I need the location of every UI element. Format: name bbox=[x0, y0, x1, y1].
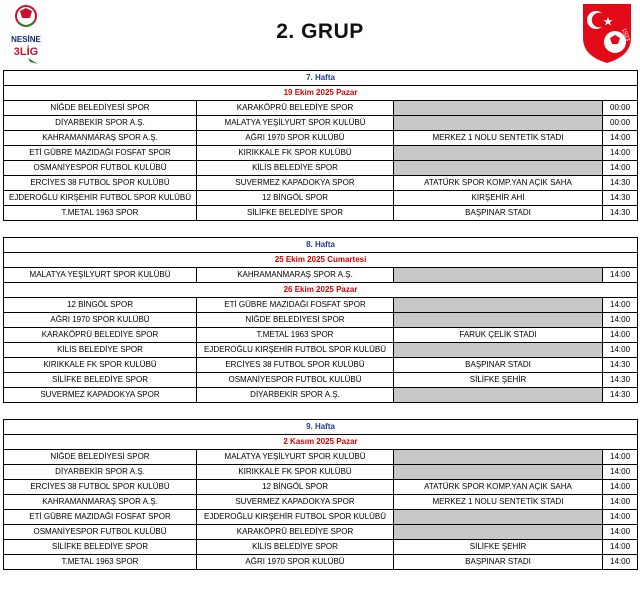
away-team: KİLİS BELEDİYE SPOR bbox=[197, 161, 394, 176]
venue bbox=[394, 465, 603, 480]
venue: SİLİFKE ŞEHİR bbox=[394, 373, 603, 388]
home-team: NİĞDE BELEDİYESİ SPOR bbox=[4, 101, 197, 116]
kickoff-time: 14:00 bbox=[603, 465, 638, 480]
kickoff-time: 00:00 bbox=[603, 116, 638, 131]
match-row bbox=[4, 206, 638, 221]
venue bbox=[394, 161, 603, 176]
venue bbox=[394, 510, 603, 525]
match-date: 25 Ekim 2025 Cumartesi bbox=[4, 253, 638, 268]
venue: ATATÜRK SPOR KOMP.YAN AÇIK SAHA bbox=[394, 176, 603, 191]
kickoff-time: 14:00 bbox=[603, 495, 638, 510]
away-team: KARAKÖPRÜ BELEDİYE SPOR bbox=[197, 525, 394, 540]
logo-left-top-text: NESİNE bbox=[11, 35, 41, 44]
home-team: SUVERMEZ KAPADOKYA SPOR bbox=[4, 388, 197, 403]
match-row bbox=[4, 555, 638, 570]
venue bbox=[394, 101, 603, 116]
away-team: T.METAL 1963 SPOR bbox=[197, 328, 394, 343]
match-date: 2 Kasım 2025 Pazar bbox=[4, 435, 638, 450]
match-date: 26 Ekim 2025 Pazar bbox=[4, 283, 638, 298]
away-team: 12 BİNGÖL SPOR bbox=[197, 191, 394, 206]
match-row bbox=[4, 373, 638, 388]
home-team: DİYARBEKİR SPOR A.Ş. bbox=[4, 465, 197, 480]
away-team: ETİ GÜBRE MAZIDAĞI FOSFAT SPOR bbox=[197, 298, 394, 313]
home-team: MALATYA YEŞİLYURT SPOR KULÜBÜ bbox=[4, 268, 197, 283]
home-team: AĞRI 1970 SPOR KULÜBÜ bbox=[4, 313, 197, 328]
week-spacer bbox=[0, 403, 640, 419]
home-team: ETİ GÜBRE MAZIDAĞI FOSFAT SPOR bbox=[4, 510, 197, 525]
kickoff-time: 14:30 bbox=[603, 358, 638, 373]
home-team: DİYARBEKİR SPOR A.Ş. bbox=[4, 116, 197, 131]
kickoff-time: 14:00 bbox=[603, 298, 638, 313]
week-label: 9. Hafta bbox=[4, 420, 638, 435]
kickoff-time: 14:00 bbox=[603, 540, 638, 555]
page-header bbox=[0, 0, 640, 70]
week-label: 8. Hafta bbox=[4, 238, 638, 253]
away-team: SUVERMEZ KAPADOKYA SPOR bbox=[197, 176, 394, 191]
home-team: KİLİS BELEDİYE SPOR bbox=[4, 343, 197, 358]
away-team: KAHRAMANMARAŞ SPOR A.Ş. bbox=[197, 268, 394, 283]
kickoff-time: 14:30 bbox=[603, 373, 638, 388]
away-team: AĞRI 1970 SPOR KULÜBÜ bbox=[197, 131, 394, 146]
away-team: EJDEROĞLU KIRŞEHİR FUTBOL SPOR KULÜBÜ bbox=[197, 343, 394, 358]
tff-logo bbox=[580, 2, 634, 64]
home-team: OSMANİYESPOR FUTBOL KULÜBÜ bbox=[4, 525, 197, 540]
kickoff-time: 00:00 bbox=[603, 101, 638, 116]
match-row bbox=[4, 328, 638, 343]
venue bbox=[394, 268, 603, 283]
match-row bbox=[4, 298, 638, 313]
away-team: AĞRI 1970 SPOR KULÜBÜ bbox=[197, 555, 394, 570]
kickoff-time: 14:00 bbox=[603, 525, 638, 540]
home-team: SİLİFKE BELEDİYE SPOR bbox=[4, 373, 197, 388]
kickoff-time: 14:00 bbox=[603, 161, 638, 176]
venue bbox=[394, 525, 603, 540]
kickoff-time: 14:00 bbox=[603, 131, 638, 146]
home-team: SİLİFKE BELEDİYE SPOR bbox=[4, 540, 197, 555]
page-title: 2. GRUP bbox=[276, 20, 364, 43]
away-team: NİĞDE BELEDİYESİ SPOR bbox=[197, 313, 394, 328]
home-team: EJDEROĞLU KIRŞEHİR FUTBOL SPOR KULÜBÜ bbox=[4, 191, 197, 206]
away-team: KIRIKKALE FK SPOR KULÜBÜ bbox=[197, 465, 394, 480]
logo-left-bottom-text: 3LİG bbox=[13, 46, 39, 58]
match-row bbox=[4, 495, 638, 510]
away-team: MALATYA YEŞİLYURT SPOR KULÜBÜ bbox=[197, 450, 394, 465]
week-label: 7. Hafta bbox=[4, 71, 638, 86]
match-row bbox=[4, 358, 638, 373]
venue bbox=[394, 116, 603, 131]
kickoff-time: 14:30 bbox=[603, 191, 638, 206]
away-team: SUVERMEZ KAPADOKYA SPOR bbox=[197, 495, 394, 510]
venue bbox=[394, 450, 603, 465]
match-row bbox=[4, 480, 638, 495]
home-team: OSMANİYESPOR FUTBOL KULÜBÜ bbox=[4, 161, 197, 176]
home-team: ETİ GÜBRE MAZIDAĞI FOSFAT SPOR bbox=[4, 146, 197, 161]
away-team: 12 BİNGÖL SPOR bbox=[197, 480, 394, 495]
tff-logo-year: 1923 bbox=[620, 27, 631, 43]
week-block bbox=[3, 419, 637, 570]
venue: ATATÜRK SPOR KOMP.YAN AÇIK SAHA bbox=[394, 480, 603, 495]
kickoff-time: 14:00 bbox=[603, 480, 638, 495]
home-team: KAHRAMANMARAŞ SPOR A.Ş. bbox=[4, 131, 197, 146]
match-row bbox=[4, 101, 638, 116]
home-team: KARAKÖPRÜ BELEDİYE SPOR bbox=[4, 328, 197, 343]
venue bbox=[394, 388, 603, 403]
fixture-table bbox=[3, 419, 638, 570]
match-row bbox=[4, 161, 638, 176]
venue bbox=[394, 146, 603, 161]
away-team: OSMANİYESPOR FUTBOL KULÜBÜ bbox=[197, 373, 394, 388]
away-team: DİYARBEKİR SPOR A.Ş. bbox=[197, 388, 394, 403]
home-team: T.METAL 1963 SPOR bbox=[4, 555, 197, 570]
away-team: KİLİS BELEDİYE SPOR bbox=[197, 540, 394, 555]
match-row bbox=[4, 146, 638, 161]
venue: SİLİFKE ŞEHİR bbox=[394, 540, 603, 555]
kickoff-time: 14:00 bbox=[603, 328, 638, 343]
away-team: ERCİYES 38 FUTBOL SPOR KULÜBÜ bbox=[197, 358, 394, 373]
kickoff-time: 14:30 bbox=[603, 388, 638, 403]
match-row bbox=[4, 131, 638, 146]
match-date: 19 Ekim 2025 Pazar bbox=[4, 86, 638, 101]
match-row bbox=[4, 191, 638, 206]
fixture-table bbox=[3, 70, 638, 221]
away-team: MALATYA YEŞİLYURT SPOR KULÜBÜ bbox=[197, 116, 394, 131]
match-row bbox=[4, 510, 638, 525]
home-team: NİĞDE BELEDİYESİ SPOR bbox=[4, 450, 197, 465]
kickoff-time: 14:00 bbox=[603, 313, 638, 328]
kickoff-time: 14:30 bbox=[603, 206, 638, 221]
venue: KIRŞEHİR AHİ bbox=[394, 191, 603, 206]
home-team: KAHRAMANMARAŞ SPOR A.Ş. bbox=[4, 495, 197, 510]
home-team: ERCİYES 38 FUTBOL SPOR KULÜBÜ bbox=[4, 176, 197, 191]
home-team: ERCİYES 38 FUTBOL SPOR KULÜBÜ bbox=[4, 480, 197, 495]
kickoff-time: 14:00 bbox=[603, 450, 638, 465]
match-row bbox=[4, 343, 638, 358]
venue bbox=[394, 313, 603, 328]
venue: BAŞPINAR STADI bbox=[394, 358, 603, 373]
venue: BAŞPINAR STADI bbox=[394, 555, 603, 570]
match-row bbox=[4, 176, 638, 191]
fixture-table bbox=[3, 237, 638, 403]
match-row bbox=[4, 313, 638, 328]
match-row bbox=[4, 450, 638, 465]
week-spacer bbox=[0, 221, 640, 237]
away-team: SİLİFKE BELEDİYE SPOR bbox=[197, 206, 394, 221]
match-row bbox=[4, 540, 638, 555]
week-block bbox=[3, 70, 637, 221]
away-team: KARAKÖPRÜ BELEDİYE SPOR bbox=[197, 101, 394, 116]
away-team: EJDEROĞLU KIRŞEHİR FUTBOL SPOR KULÜBÜ bbox=[197, 510, 394, 525]
kickoff-time: 14:00 bbox=[603, 343, 638, 358]
match-row bbox=[4, 268, 638, 283]
kickoff-time: 14:00 bbox=[603, 510, 638, 525]
home-team: KIRIKKALE FK SPOR KULÜBÜ bbox=[4, 358, 197, 373]
venue: MERKEZ 1 NOLU SENTETİK STADI bbox=[394, 131, 603, 146]
fixture-list bbox=[0, 70, 640, 570]
match-row bbox=[4, 116, 638, 131]
venue bbox=[394, 298, 603, 313]
match-row bbox=[4, 388, 638, 403]
match-row bbox=[4, 465, 638, 480]
week-block bbox=[3, 237, 637, 403]
match-row bbox=[4, 525, 638, 540]
kickoff-time: 14:00 bbox=[603, 146, 638, 161]
home-team: 12 BİNGÖL SPOR bbox=[4, 298, 197, 313]
kickoff-time: 14:00 bbox=[603, 268, 638, 283]
home-team: T.METAL 1963 SPOR bbox=[4, 206, 197, 221]
venue: MERKEZ 1 NOLU SENTETİK STADI bbox=[394, 495, 603, 510]
kickoff-time: 14:00 bbox=[603, 555, 638, 570]
away-team: KIRIKKALE FK SPOR KULÜBÜ bbox=[197, 146, 394, 161]
venue: BAŞPINAR STADI bbox=[394, 206, 603, 221]
venue bbox=[394, 343, 603, 358]
kickoff-time: 14:30 bbox=[603, 176, 638, 191]
venue: FARUK ÇELİK STADI bbox=[394, 328, 603, 343]
